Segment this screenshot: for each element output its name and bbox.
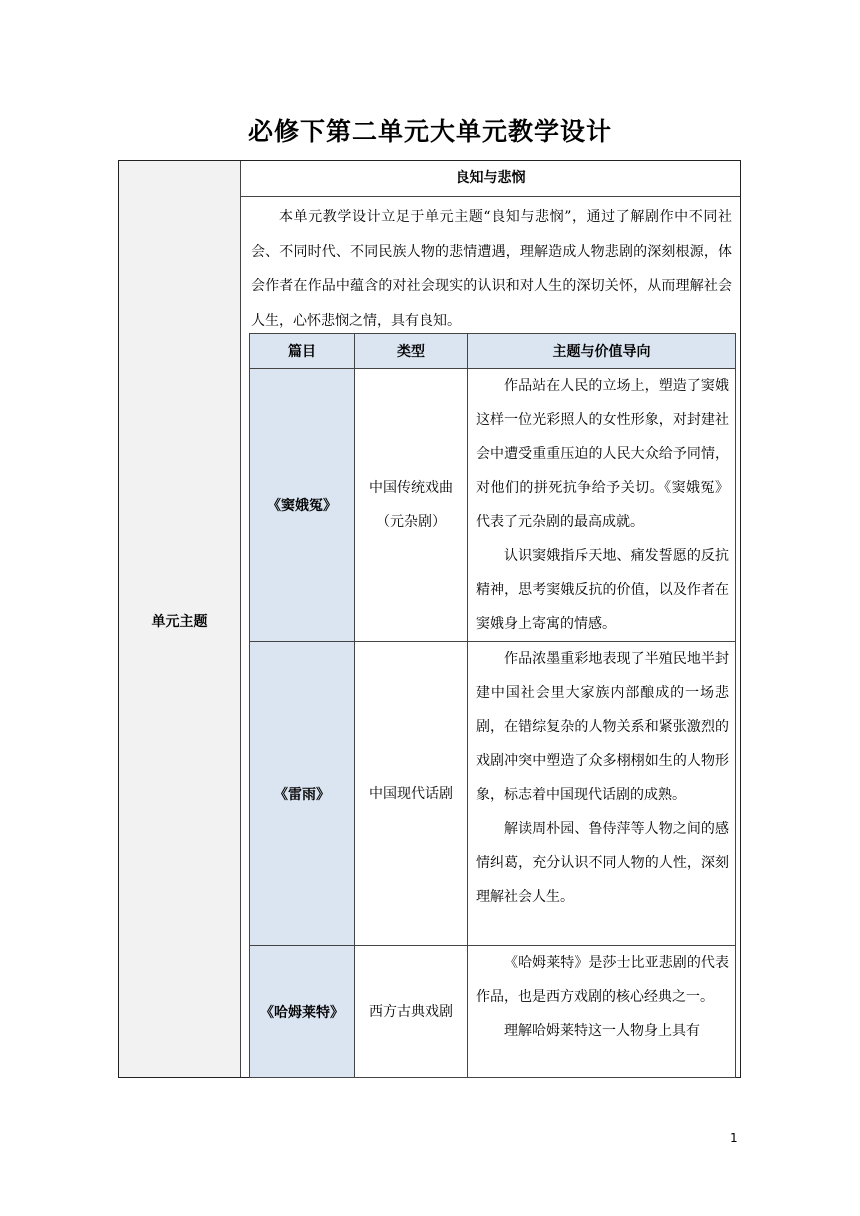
description-paragraph: 理解哈姆莱特这一人物身上具有 bbox=[504, 1023, 700, 1039]
work-title: 《雷雨》 bbox=[250, 642, 355, 946]
intro-paragraph: 本单元教学设计立足于单元主题“良知与悲悯”，通过了解剧作中不同社会、不同时代、不同民族人物的悲情遭遇，理解造成人物悲剧的深刻根源，体会作者在作品中蕴含的对社会现实的认识和对人生的深切关怀，从而理解社会人生，心怀悲悯之情，具有良知。 bbox=[251, 209, 732, 329]
table-row bbox=[250, 369, 736, 642]
theme-title: 良知与悲悯 bbox=[241, 161, 740, 197]
works-table-header bbox=[250, 334, 736, 369]
description-paragraph: 作品浓墨重彩地表现了半殖民地半封建中国社会里大家族内部酿成的一场悲剧，在错综复杂的人物关系和紧张激烈的戏剧冲突中塑造了众多栩栩如生的人物形象，标志着中国现代话剧的成熟。 bbox=[476, 651, 729, 803]
work-title: 《哈姆莱特》 bbox=[250, 946, 355, 1078]
header-title: 篇目 bbox=[250, 334, 355, 369]
row-label-cell bbox=[119, 161, 241, 1077]
document-title: 必修下第二单元大单元教学设计 bbox=[247, 117, 612, 146]
table-row bbox=[250, 642, 736, 946]
description-paragraph: 作品站在人民的立场上，塑造了窦娥这样一位光彩照人的女性形象，对封建社会中遭受重重压迫的人民大众给予同情，对他们的拼死抗争给予关切。《窦娥冤》代表了元杂剧的最高成就。 bbox=[476, 378, 729, 530]
description-paragraph: 《哈姆莱特》是莎士比亚悲剧的代表作品，也是西方戏剧的核心经典之一。 bbox=[476, 955, 729, 1005]
table-row bbox=[250, 946, 736, 1078]
work-description bbox=[468, 642, 736, 946]
row-label: 单元主题 bbox=[151, 614, 208, 630]
header-theme: 主题与价值导向 bbox=[468, 334, 736, 369]
description-paragraph: 认识窦娥指斥天地、痛发誓愿的反抗精神，思考窦娥反抗的价值，以及作者在窦娥身上寄寓的情感。 bbox=[476, 548, 729, 632]
work-type: 西方古典戏剧 bbox=[355, 946, 468, 1078]
work-title: 《窦娥冤》 bbox=[250, 369, 355, 642]
unit-table bbox=[118, 160, 741, 1078]
header-type: 类型 bbox=[355, 334, 468, 369]
work-description bbox=[468, 946, 736, 1078]
work-type: 中国现代话剧 bbox=[355, 642, 468, 946]
work-type: 中国传统戏曲（元杂剧） bbox=[355, 369, 468, 642]
works-table bbox=[249, 333, 736, 1078]
page-number: 1 bbox=[730, 1131, 738, 1145]
theme-content-cell bbox=[241, 161, 740, 1077]
description-paragraph: 解读周朴园、鲁侍萍等人物之间的感情纠葛，充分认识不同人物的人性，深刻理解社会人生。 bbox=[476, 821, 729, 905]
work-description bbox=[468, 369, 736, 642]
